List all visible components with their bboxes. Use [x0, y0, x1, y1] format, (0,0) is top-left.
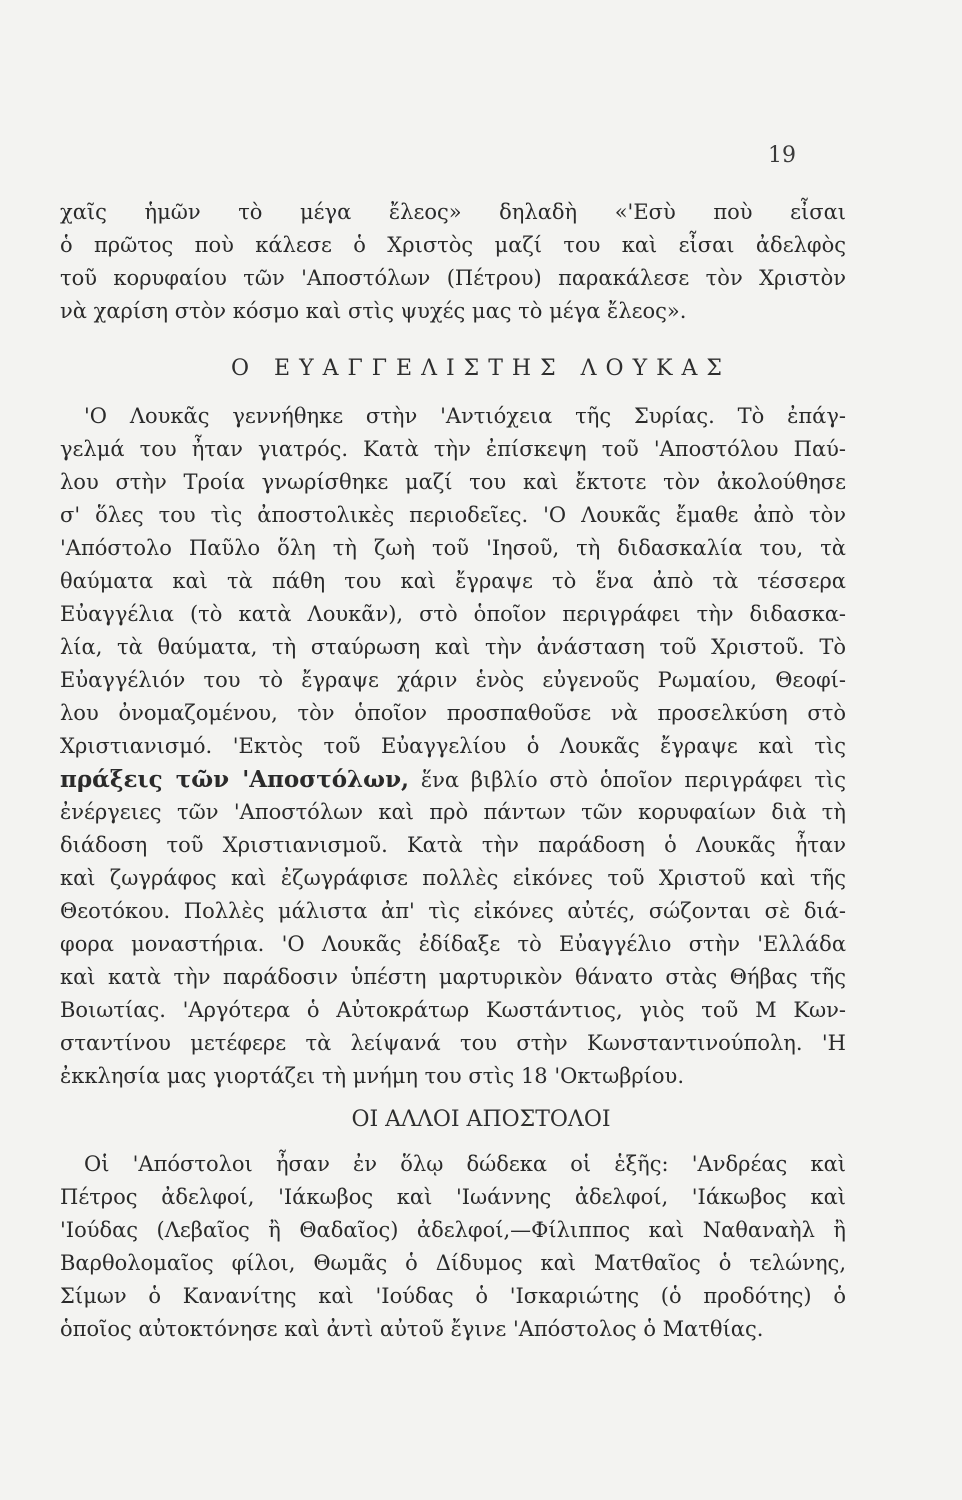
paragraph-intro	[60, 196, 846, 328]
text-line-emphasis	[60, 763, 846, 796]
text-line: θαύματα καὶ τὰ πάθη του καὶ ἔγραψε τὸ ἕνα ἀπὸ τὰ τέσσερα	[60, 569, 846, 593]
text-line: λου ὀνομαζομένου, τὸν ὁποῖον προσπαθοῦσε νὰ προσελκύση στὸ	[60, 701, 846, 725]
text-line: νὰ χαρίση στὸν κόσμο καὶ στὶς ψυχές μας τὸ μέγα ἔλεος».	[60, 299, 687, 323]
text-line: χαῖς ἡμῶν τὸ μέγα ἔλεος» δηλαδὴ «'Εσὺ ποὺ εἶσαι	[60, 200, 846, 224]
text-fragment: ἕνα βιβλίο στὸ ὁποῖον περιγράφει τὶς	[420, 768, 846, 792]
text-line: ἐκκλησία μας γιορτάζει τὴ μνήμη του στὶς 18 'Οκτωβρίου.	[60, 1064, 685, 1088]
text-line: Εὐαγγέλια (τὸ κατὰ Λουκᾶν), στὸ ὁποῖον περιγράφει τὴν διδασκα-	[60, 602, 846, 626]
acts-of-apostles-title: πράξεις τῶν 'Αποστόλων,	[60, 766, 410, 793]
text-line: καὶ κατὰ τὴν παράδοσιν ὑπέστη μαρτυρικὸν θάνατο στὰς Θήβας τῆς	[60, 965, 846, 989]
page-number: 19	[768, 143, 796, 168]
paragraph-luke	[60, 400, 846, 1093]
text-line: λου στὴν Τροία γνωρίσθηκε μαζί του καὶ ἔκτοτε τὸν ἀκολούθησε	[60, 470, 846, 494]
text-line: Βοιωτίας. 'Αργότερα ὁ Αὐτοκράτωρ Κωστάντιος, γιὸς τοῦ Μ Κων-	[60, 998, 846, 1022]
text-line: σταντίνου μετέφερε τὰ λείψανά του στὴν Κωνσταντινούπολη. 'Η	[60, 1031, 846, 1055]
text-line: Σίμων ὁ Κανανίτης καὶ 'Ιούδας ὁ 'Ισκαριώτης (ὁ προδότης) ὁ	[60, 1284, 846, 1308]
section-heading-luke: Ο ΕΥΑΓΓΕΛΙΣΤΗΣ ΛΟΥΚΑΣ	[231, 356, 731, 381]
text-line: διάδοση τοῦ Χριστιανισμοῦ. Κατὰ τὴν παράδοση ὁ Λουκᾶς ἦταν	[60, 833, 846, 857]
text-line: Οἱ 'Απόστολοι ἦσαν ἐν ὅλῳ δώδεκα οἱ ἑξῆς: 'Ανδρέας καὶ	[84, 1152, 846, 1176]
text-line: Βαρθολομαῖος φίλοι, Θωμᾶς ὁ Δίδυμος καὶ Ματθαῖος ὁ τελώνης,	[60, 1251, 846, 1275]
text-line: ὁποῖος αὐτοκτόνησε καὶ ἀντὶ αὐτοῦ ἔγινε 'Απόστολος ὁ Ματθίας.	[60, 1317, 764, 1341]
paragraph-apostles	[60, 1148, 846, 1346]
text-line: Χριστιανισμό. 'Εκτὸς τοῦ Εὐαγγελίου ὁ Λουκᾶς ἔγραψε καὶ τὶς	[60, 734, 846, 758]
text-line: τοῦ κορυφαίου τῶν 'Αποστόλων (Πέτρου) παρακάλεσε τὸν Χριστὸν	[60, 266, 846, 290]
text-line: 'Απόστολο Παῦλο ὅλη τὴ ζωὴ τοῦ 'Ιησοῦ, τὴ διδασκαλία του, τὰ	[60, 536, 846, 560]
text-line: λία, τὰ θαύματα, τὴ σταύρωση καὶ τὴν ἀνάσταση τοῦ Χριστοῦ. Τὸ	[60, 635, 846, 659]
section-heading-other-apostles: ΟΙ ΑΛΛΟΙ ΑΠΟΣΤΟΛΟΙ	[351, 1107, 611, 1132]
text-line: γελμά του ἦταν γιατρός. Κατὰ τὴν ἐπίσκεψη τοῦ 'Αποστόλου Παύ-	[60, 437, 846, 461]
text-line: ἐνέργειες τῶν 'Αποστόλων καὶ πρὸ πάντων τῶν κορυφαίων διὰ τὴ	[60, 800, 846, 824]
text-line: Πέτρος ἀδελφοί, 'Ιάκωβος καὶ 'Ιωάννης ἀδελφοί, 'Ιάκωβος καὶ	[60, 1185, 846, 1209]
text-line: καὶ ζωγράφος καὶ ἐζωγράφισε πολλὲς εἰκόνες τοῦ Χριστοῦ καὶ τῆς	[60, 866, 846, 890]
text-line: σ' ὅλες του τὶς ἀποστολικὲς περιοδεῖες. 'Ο Λουκᾶς ἔμαθε ἀπὸ τὸν	[60, 503, 846, 527]
text-line: ὁ πρῶτος ποὺ κάλεσε ὁ Χριστὸς μαζί του καὶ εἶσαι ἀδελφὸς	[60, 233, 846, 257]
text-line: φορα μοναστήρια. 'Ο Λουκᾶς ἐδίδαξε τὸ Εὐαγγέλιο στὴν 'Ελλάδα	[60, 932, 846, 956]
text-line: 'Ιούδας (Λεβαῖος ἢ Θαδαῖος) ἀδελφοί,—Φίλιππος καὶ Ναθαναὴλ ἢ	[60, 1218, 846, 1242]
text-line: 'Ο Λουκᾶς γεννήθηκε στὴν 'Αντιόχεια τῆς Συρίας. Τὸ ἐπάγ-	[84, 404, 846, 428]
text-line: Θεοτόκου. Πολλὲς μάλιστα ἀπ' τὶς εἰκόνες αὐτές, σώζονται σὲ διά-	[60, 899, 846, 923]
text-line: Εὐαγγέλιόν του τὸ ἔγραψε χάριν ἑνὸς εὐγενοῦς Ρωμαίου, Θεοφί-	[60, 668, 846, 692]
